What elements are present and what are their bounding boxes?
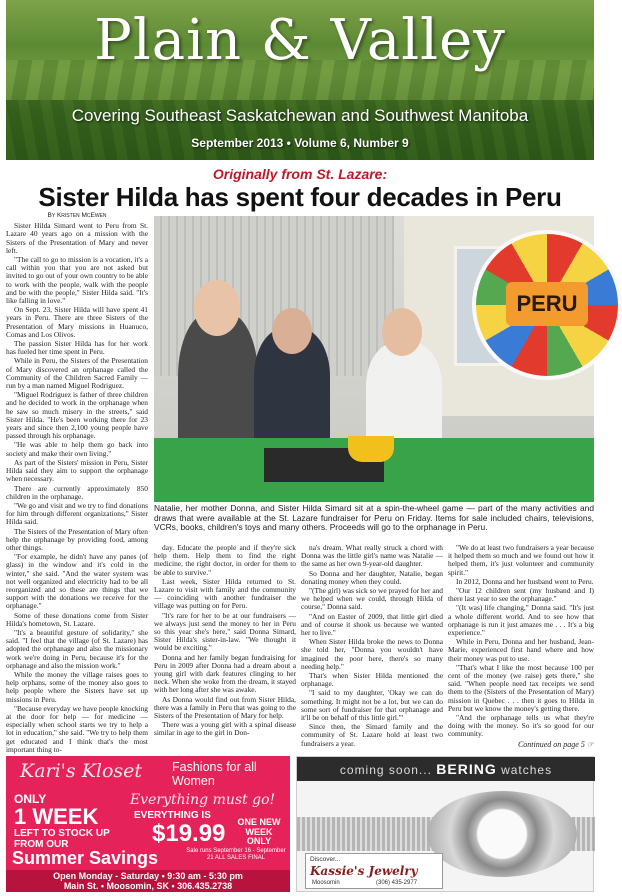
photo-caption: Natalie, her mother Donna, and Sister Hilda Simard sit at a spin-the-wheel game — part of the many activities and draws that were available at the St. Lazare fundraiser for Peru on Friday. Items for sale included chairs, televisions, VCRs, books, children's toys and many others. Proceeds will go to the orphanage in Peru.	[154, 503, 594, 533]
ad-hours: Open Monday - Saturday • 9:30 am - 5:30 pm	[53, 871, 243, 881]
article-photo	[154, 216, 594, 502]
article-paragraph: There are currently approximately 850 children in the orphanage.	[6, 483, 148, 501]
article-paragraph: Since then, the Simard family and the community of St. Lazare hold at least two fundraisers a year.	[301, 722, 443, 748]
article-paragraph: "It's rare for her to be at our fundraisers — we always just send the money to her in Peru so this year she's here," said Donna Simard, Sister Hilda's sister-in-law. "We thought it would be exciting."	[154, 610, 296, 653]
article-paragraph: While the money the village raises goes to help orphans, some of the money also goes to help people where the Sisters have set up missions in Peru.	[6, 669, 148, 704]
article-paragraph: "And the orphanage tells us what they're doing with the money. So it's so good for our community.	[448, 713, 594, 739]
ad2-coming-text: coming soon...	[339, 763, 432, 777]
photo-person-donna-head	[272, 308, 312, 354]
article-paragraph: That's when Sister Hilda mentioned the orphanage.	[301, 671, 443, 689]
ad-one-week-only: ONE NEW WEEK ONLY	[237, 817, 281, 846]
shop-city: Moosomin	[312, 880, 340, 886]
ad-tagline: Fashions for all Women	[172, 760, 257, 788]
article-paragraph: day. Educate the people and if they're sick help them. Help them to find the right medicine, the right doctor, in order for them to be able to survive."	[154, 543, 296, 577]
article-paragraph: "We do at least two fundraisers a year because it helped them so much and we found out how it helped them, it's just volunteer and community spirit."	[448, 543, 594, 577]
ad-address: Main St. • Moosomin, SK • 306.435.2738	[63, 881, 233, 891]
article-paragraph: As Donna would find out from Sister Hilda, there was a family in Peru that was going to the Sisters of the Presentation of Mary for help.	[154, 694, 296, 721]
spin-wheel-sign: PERU	[506, 282, 588, 326]
ad2-top-bar	[297, 757, 595, 781]
karis-kloset-ad[interactable]	[6, 756, 290, 892]
article-paragraph: "Because everyday we have people knocking at the door for help — for medicine — especially when school starts we try to help a lot in education," she said. "We try to help them get educated and I think that's the most important thing to-	[6, 703, 148, 754]
article-paragraph: "And on Easter of 2009, that little girl died and of course it shook us because we wanted her to live."	[301, 611, 443, 638]
ad2-brand: BERING	[436, 761, 497, 777]
article-paragraph: There was a young girl with a spinal disease similar in age to the girl in Don-	[154, 720, 296, 738]
article-paragraph: When Sister Hilda broke the news to Donna she told her, "Donna you wouldn't have imagined the poor here, there's so many needing help."	[301, 637, 443, 671]
article-paragraph: "He was able to help them go back into society and make their own living."	[6, 440, 148, 458]
article-paragraph: "Our 12 children sent (my husband and I) there last year to see the orphanage."	[448, 586, 594, 604]
article-paragraph: "I said to my daughter, 'Okay we can do something. It might not be a lot, but we can do some sort of fundraiser for that orphanage and it'll be on behalf of this little girl.'"	[301, 688, 443, 723]
ad2-coming-soon	[297, 761, 595, 777]
article-paragraph: "For example, he didn't have any panes (of glass) in the window and it's cold in the winter," she said. "And the water system was not well organized and electricity had to be all reorganized and so these are things that we support with the donations we receive for the orphanage."	[6, 552, 148, 611]
ad-sale-dates: Sale runs September 16 - September 21 ALL SALES FINAL	[186, 848, 286, 861]
ad-week: 1 WEEK	[14, 804, 99, 829]
article-paragraph: "It's a beautiful gesture of solidarity," she said. "I feel that the village (of St. Lazare) has adopted the orphanage and also the missionary work we're doing in Peru, because it's for the orphanage and also the mission work."	[6, 627, 148, 670]
article-paragraph: Some of these donations come from Sister Hilda's hometown, St. Lazare.	[6, 610, 148, 628]
watch-face-image	[427, 791, 577, 877]
article-paragraph: Donna and her family began fundraising for Peru in 2009 after Donna had a dream about a young girl with dark features clinging to her neck. When she woke from the dream, it stayed with her long after she was awake.	[154, 652, 296, 695]
article-paragraph: As part of the Sisters' mission in Peru, Sister Hilda said they aim to support the orphanage when necessary.	[6, 457, 148, 484]
ad-price: $19.99	[152, 820, 226, 847]
article-paragraph: While in Peru, Donna and her husband, Jean-Marie, experienced first hand where and how their money was put to use.	[448, 637, 594, 663]
photo-person-sister-hilda-head	[382, 308, 422, 356]
newspaper-title: Plain & Valley	[94, 8, 506, 73]
article-paragraph: na's dream. What really struck a chord with Donna was the little girl's name was Natalie — the same as her own 9-year-old daughter.	[301, 543, 443, 569]
article-paragraph: Sister Hilda Simard went to Peru from St. Lazare 40 years ago on a mission with the Sisters of the Presentation of Mary and never left.	[6, 221, 148, 255]
continued-jump[interactable]: Continued on page 5 ☞	[517, 740, 594, 749]
article-paragraph: "(The girl) was sick so we prayed for her and we helped when we could, through Hilda of course," Donna said.	[301, 586, 443, 612]
article-paragraph: "(It was) life changing," Donna said. "It's just a whole different world. And to see how that orphanage is run it just amazes me . . . It's a big experience."	[448, 603, 594, 638]
ad-left-to-stock: LEFT TO STOCK UP FROM OUR	[14, 828, 110, 850]
ad-brand: Kari's Kloset	[20, 760, 143, 782]
article-paragraph: "We go and visit and we try to find donations for him through different organizations," Sister Hilda said.	[6, 500, 148, 527]
article-column-3	[301, 543, 443, 748]
article-paragraph: In 2012, Donna and her husband went to Peru.	[456, 576, 594, 586]
article-paragraph: On Sept. 23, Sister Hilda will have spent 41 years in Peru. There are three Sisters of the Presentation of Mary missions in Huanuco, Comas and Los Olivos.	[6, 305, 148, 339]
newspaper-subtitle: Covering Southeast Saskatchewan and Southwest Manitoba	[71, 106, 529, 125]
photo-person-natalie-head	[194, 280, 240, 336]
article-column-2	[154, 543, 296, 738]
shop-phone: (306) 435-2977	[376, 880, 418, 886]
ad-must-go: Everything must go!	[130, 792, 276, 808]
article-paragraph: So Donna and her daughter, Natalie, began donating money when they could.	[301, 568, 443, 586]
article-paragraph: The passion Sister Hilda has for her work has fueled her time spent in Peru.	[6, 339, 148, 357]
ad-only: ONLY	[14, 792, 47, 806]
shop-name: Kassie's Jewelry	[310, 864, 418, 878]
masthead	[6, 0, 594, 160]
article-kicker: Originally from St. Lazare:	[212, 166, 388, 182]
article-paragraph: Last week, Sister Hilda returned to St. Lazare to visit with family and the community — coinciding with another fundraiser the village was putting on for Peru.	[154, 576, 296, 611]
ad-footer	[6, 870, 290, 892]
article-paragraph: The Sisters of the Presentation of Mary often help the orphanage by providing food, among other things.	[6, 526, 148, 552]
column-1-paragraphs	[6, 222, 148, 754]
bering-watches-ad[interactable]	[296, 756, 594, 892]
issue-line: September 2013 • Volume 6, Number 9	[191, 136, 409, 150]
article-paragraph: While in Peru, the Sisters of the Presentation of Mary discovered an orphanage called the Community of the Children Sacred Family — run by a man named Miguel Rodriguez.	[6, 356, 148, 391]
photo-yellow-bowl	[348, 436, 394, 462]
ad2-watches: watches	[501, 763, 553, 777]
ad-summer-savings: Summer Savings	[12, 848, 159, 868]
article-headline: Sister Hilda has spent four decades in Peru	[38, 182, 562, 212]
article-column-4	[448, 543, 594, 739]
ad-everything-is: EVERYTHING IS	[134, 810, 211, 821]
article-paragraph: "The call to go to mission is a vocation, it's a call within you that you are not asked but invited to go out of your own country to be able to work with the people, walk with the people and be with the people," Sister Hilda said. "It's like falling in love."	[6, 255, 148, 306]
byline: By Kristen McEwen	[47, 212, 107, 219]
article-column-1	[6, 212, 148, 754]
article-paragraph: "That's what I like the most because 100 per cent of the money (we raise) gets there," she said. "When people need tax receipts we send them to the (Sisters of the Presentation of Mary) mission in Quebec . . . then it goes to Hilda in Peru but we know the money's getting there.	[448, 662, 594, 713]
jewelry-shop-logo	[305, 853, 443, 889]
shop-discover: Discover...	[310, 856, 341, 863]
article-paragraph: "Miguel Rodriguez is father of three children and he decided to work in the orphanage when he saw so much misery in the streets," said Sister Hilda. "He's been working there for 23 years and since then 2,100 young people have passed through his orphanage.	[6, 390, 148, 441]
